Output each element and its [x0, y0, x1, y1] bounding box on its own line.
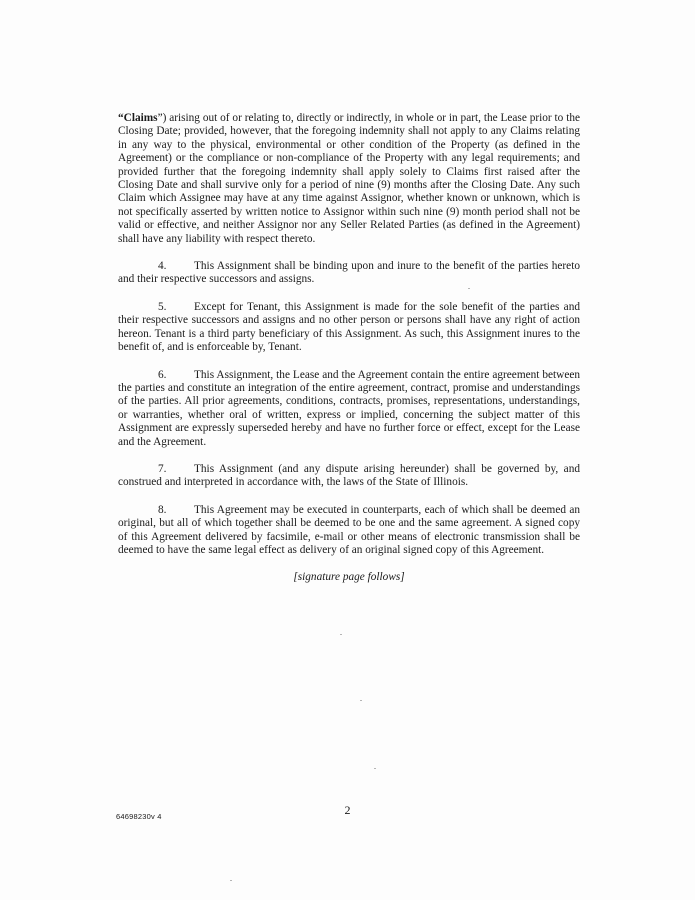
page-number: 2	[344, 803, 351, 817]
paragraph-4-number: 4.	[158, 260, 167, 273]
paragraph-4	[118, 260, 580, 287]
paragraph-6-number: 6.	[158, 368, 167, 381]
opening-paragraph-text: ”) arising out of or relating to, directly or indirectly, in whole or in part, the Lease prior to the Closing Date; provided, however, that the foregoing indemnity shall not apply to any Claims relating in any way to the physical, environmental or other condition of the Property (as defined in the Agreement) or the compliance or non-compliance of the Property with any legal requirements; and provided further that the foregoing indemnity shall apply solely to Claims first raised after the Closing Date and shall survive only for a period of nine (9) months after the Closing Date. Any such Claim which Assignee may have at any time against Assignor, whether known or unknown, which is not specifically asserted by written notice to Assignor within such nine (9) month period shall not be valid or effective, and neither Assignor nor any Seller Related Parties (as defined in the Agreement) shall have any liability with respect thereto.	[118, 112, 580, 245]
paragraph-5-text: Except for Tenant, this Assignment is made for the sole benefit of the parties and their respective successors and assigns and no other person or persons shall have any right of action hereon. Tenant is a third party beneficiary of this Assignment. As such, this Assignment inures to the benefit of, and is enforceable by, Tenant.	[118, 300, 580, 354]
paragraph-8-number: 8.	[158, 503, 167, 516]
paragraph-8-text: This Agreement may be executed in counterparts, each of which shall be deemed an original, but all of which together shall be deemed to be one and the same agreement. A signed copy of this Agreement delivered by facsimile, e-mail or other means of electronic transmission shall be deemed to have the same legal effect as delivery of an original signed copy of this Agreement.	[118, 503, 580, 556]
claims-quote-open: “	[118, 112, 124, 124]
document-id: 64698230v 4	[116, 812, 162, 821]
paragraph-5	[118, 301, 580, 355]
paragraph-5-number: 5.	[158, 300, 167, 313]
scan-speck	[374, 768, 376, 769]
paragraph-7-text: This Assignment (and any dispute arising hereunder) shall be governed by, and construed and interpreted in accordance with, the laws of the State of Illinois.	[118, 462, 580, 489]
paragraph-6-text: This Assignment, the Lease and the Agreement contain the entire agreement between the parties and constitute an integration of the entire agreement, contract, promise and understandings of the parties. All prior agreements, conditions, contracts, promises, representations, understandings, or warranties, whether oral of written, express or implied, concerning the subject matter of this Assignment are expressly superseded hereby and have no further force or effect, except for the Lease and the Agreement.	[118, 368, 580, 448]
paragraph-4-text: This Assignment shall be binding upon and inure to the benefit of the parties hereto and their respective successors and assigns.	[118, 260, 580, 286]
scan-speck	[468, 288, 470, 289]
scan-speck	[360, 700, 362, 701]
scan-speck	[230, 880, 232, 881]
paragraph-7	[118, 463, 580, 490]
scan-speck	[340, 634, 342, 635]
paragraph-8	[118, 504, 580, 558]
paragraph-6	[118, 369, 580, 449]
opening-paragraph	[118, 112, 580, 246]
claims-defined-term: Claims	[123, 112, 158, 124]
document-body	[118, 112, 580, 596]
signature-page-note: [signature page follows]	[293, 571, 405, 584]
paragraph-7-number: 7.	[158, 462, 167, 475]
